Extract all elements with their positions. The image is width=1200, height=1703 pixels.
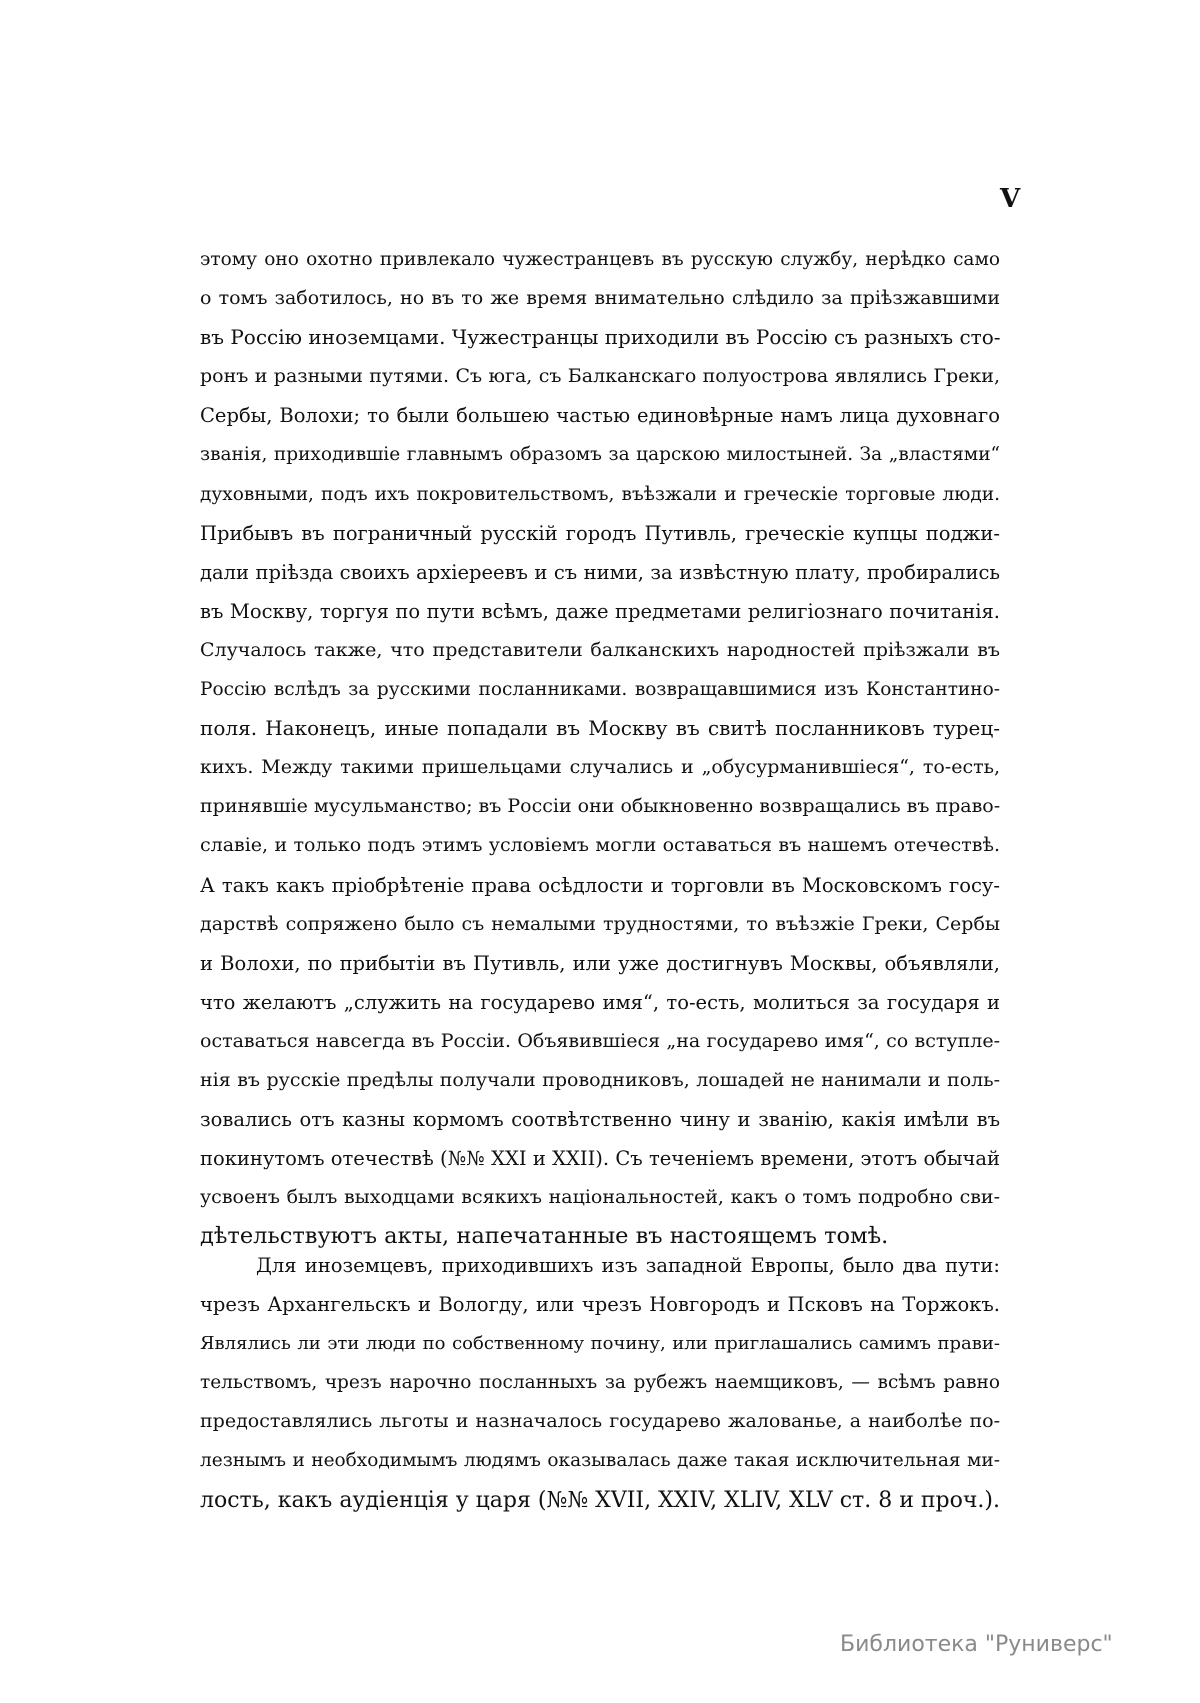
text-line: и Волохи, по прибытiи въ Путивль, или уже достигнувъ Москвы, объявляли,: [200, 951, 1000, 975]
text-line: Являлись ли эти люди по собственному почину, или приглашались самимъ прави-: [200, 1333, 1000, 1355]
text-line: лезнымъ и необходимымъ людямъ оказывалась даже такая исключительная ми-: [200, 1450, 1000, 1472]
page-number: V: [1000, 184, 1021, 214]
text-line: Прибывъ въ пограничный русскiй городъ Путивль, греческiе купцы поджи-: [200, 521, 1000, 545]
text-line: зовались отъ казны кормомъ соотвѣтственно чину и званiю, какiя имѣли въ: [200, 1108, 1000, 1132]
text-line: поля. Наконецъ, иные попадали въ Москву въ свитѣ посланниковъ турец-: [200, 716, 1000, 741]
text-line: въ Россiю иноземцами. Чужестранцы приходили въ Россiю съ разныхъ сто-: [200, 325, 1001, 350]
library-watermark: Библиотека "Руниверс": [840, 1632, 1113, 1657]
text-line: званiя, приходившiе главнымъ образомъ за царскою милостыней. За „властями“: [200, 444, 1000, 466]
text-line: кихъ. Между такими пришельцами случались и „обусурманившiеся“, то-есть,: [200, 756, 1000, 779]
text-line: оставаться навсегда въ Россiи. Объявившiеся „на государево имя“, со вступле-: [200, 1029, 1000, 1052]
paragraph-1: [200, 240, 1000, 1256]
text-line: что желаютъ „служить на государево имя“, то-есть, молиться за государя и: [200, 990, 1000, 1014]
text-line: покинутомъ отечествѣ (№№ XXI и XXII). Съ теченiемъ времени, этотъ обычай: [200, 1147, 1000, 1171]
text-line: о томъ заботилось, но въ то же время внимательно слѣдило за прiѣзжавшими: [200, 287, 1000, 310]
text-line: Россiю вслѣдъ за русскими посланниками. возвращавшимися изъ Константино-: [200, 679, 1000, 701]
text-line: принявшiе мусульманство; въ Россiи они обыкновенно возвращались въ право-: [200, 795, 1001, 818]
text-line: дарствѣ сопряжено было съ немалыми трудностями, то въѣзжiе Греки, Сербы: [200, 912, 1000, 935]
text-line: нiя въ русскiе предѣлы получали проводниковъ, лошадей не нанимали и поль-: [200, 1068, 1000, 1091]
text-line: чрезъ Архангельскъ и Вологду, или чрезъ Новгородъ и Псковъ на Торжокъ.: [200, 1293, 1000, 1317]
text-line: предоставлялись льготы и назначалось государево жалованье, а наиболѣе по-: [200, 1410, 1000, 1433]
text-line: ронъ и разными путями. Съ юга, съ Балканскаго полуострова являлись Греки,: [200, 365, 1000, 388]
text-line: Случалось также, что представители балканскихъ народностей прiѣзжали въ: [200, 638, 1000, 661]
text-line: Сербы, Волохи; то были большею частью единовѣрные намъ лица духовнаго: [200, 404, 1000, 428]
text-line: Для иноземцевъ, приходившихъ изъ западной Европы, было два пути:: [256, 1254, 1000, 1277]
text-line: въ Москву, торгуя по пути всѣмъ, даже предметами религiознаго почитанiя.: [200, 599, 1000, 623]
text-line: лость, какъ аудiенцiя у царя (№№ XVII, XXIV, XLIV, XLV ст. 8 и проч.).: [200, 1487, 1000, 1513]
text-line: духовными, подъ ихъ покровительствомъ, въѣзжали и греческiе торговые люди.: [200, 483, 1000, 505]
text-line: этому оно охотно привлекало чужестранцевъ въ русскую службу, нерѣдко само: [200, 249, 1000, 270]
text-line: усвоенъ былъ выходцами всякихъ нацiональностей, какъ о томъ подробно сви-: [200, 1186, 1000, 1209]
paragraph-2: [200, 1246, 1000, 1520]
text-line: тельствомъ, чрезъ нарочно посланныхъ за рубежъ наемщиковъ, — всѣмъ равно: [200, 1372, 1000, 1394]
text-line: славiе, и только подъ этимъ условiемъ могли оставаться въ нашемъ отечествѣ.: [200, 834, 1000, 857]
text-line: дѣтельствуютъ акты, напечатанные въ настоящемъ томѣ.: [200, 1223, 889, 1250]
text-line: А такъ какъ прiобрѣтенiе права осѣдлости и торговли въ Московскомъ госу-: [200, 873, 1000, 897]
text-line: дали прiѣзда своихъ архiереевъ и съ ними, за извѣстную плату, пробирались: [200, 560, 1000, 584]
